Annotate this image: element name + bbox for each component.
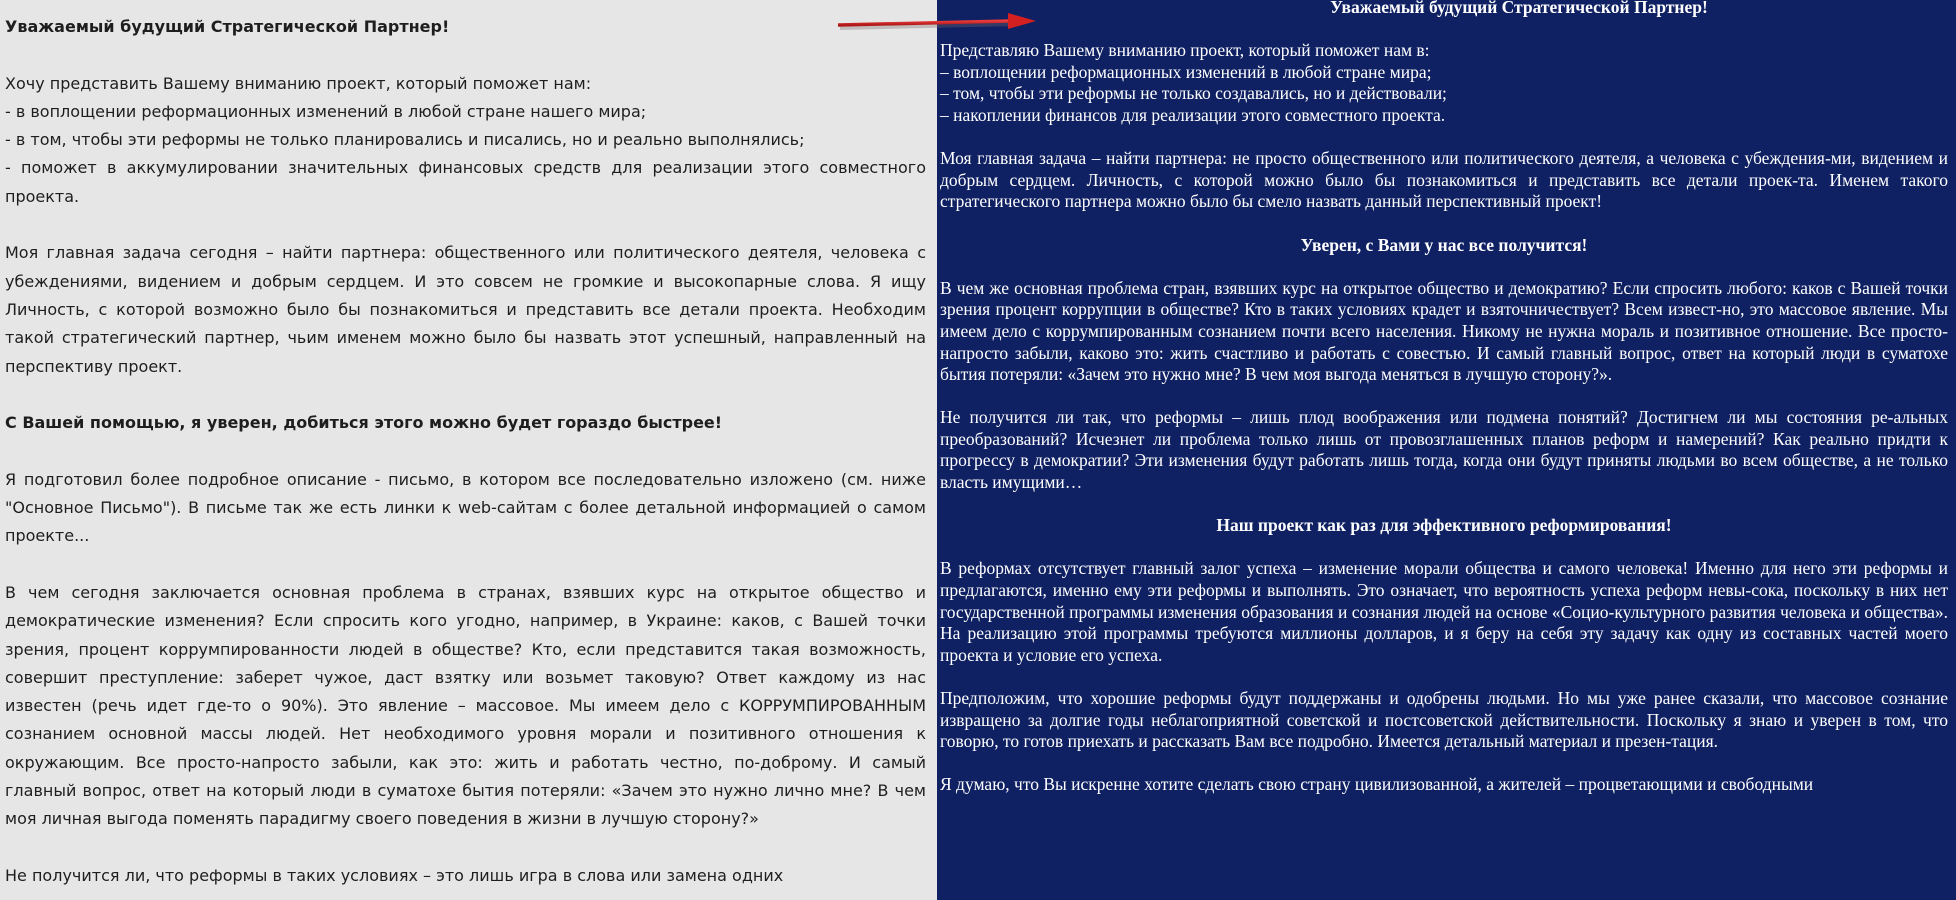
right-paragraph-reforms: Не получится ли так, что реформы – лишь плод воображения или подмена понятий? Достигнем ли мы состояния ре-альных преобразований? Исчезнет ли проблема только лишь от провозглашенных планов реформ и намерений? Как реально придти к прогрессу в демократии? Эти изменения будут работать лишь тогда, когда они будут приняты людьми во всем обществе, а не только власть имущими… — [940, 407, 1948, 493]
right-heading-project: Наш проект как раз для эффективного реформирования! — [1216, 515, 1672, 536]
left-intro: Хочу представить Вашему вниманию проект, который поможет нам: — [5, 73, 592, 93]
right-title: Уважаемый будущий Стратегической Партнер! — [1330, 0, 1708, 17]
left-text-block — [5, 13, 926, 890]
left-title: Уважаемый будущий Стратегической Партнер! — [5, 17, 450, 36]
right-paragraph-task: Моя главная задача – найти партнера: не просто общественного или политического деятеля, а человека с убеждения-ми, видением и добрым сердцем. Личность, с которой можно было бы познакомиться и представить все детали проек-та. Именем такого стратегического партнера можно было бы смело назвать данный перспективный проект! — [940, 148, 1948, 212]
right-text-block — [940, 0, 1948, 818]
right-heading-confident: Уверен, с Вами у нас все получится! — [1300, 234, 1588, 255]
left-panel-original-text — [0, 0, 937, 900]
left-paragraph-task: Моя главная задача сегодня – найти партнера: общественного или политического деятеля, человека с убеждениями, видением и добрым сердцем. И это совсем не громкие и высокопарные слова. Я ищу Личность, с которой возможно было бы познакомиться и представить все детали проекта. Необходим такой стратегический партнер, чьим именем можно было бы назвать этот успешный, направленный на перспективу проект. — [5, 243, 926, 376]
red-arrow-icon — [838, 10, 1038, 40]
left-intro-item: - поможет в аккумулировании значительных финансовых средств для реализации этого совместного проекта. — [5, 158, 926, 206]
right-intro-item: – воплощении реформационных изменений в любой стране мира; — [940, 61, 1432, 82]
left-paragraph-last: Не получится ли, что реформы в таких условиях – это лишь игра в слова или замена одних — [5, 865, 784, 885]
right-intro: Представляю Вашему вниманию проект, который поможет нам в: — [940, 40, 1430, 61]
right-panel-edited-text — [937, 0, 1956, 900]
left-paragraph-problem: В чем сегодня заключается основная проблема в странах, взявших курс на открытое общество и демократические изменения? Если спросить кого угодно, например, в Украине: каков, с Вашей точки зрения, процент коррумпированности людей в обществе? Кто, если представится такая возможность, совершит преступление: заберет чужое, даст взятку или возьмет таковую? Ответ каждому из нас известен (речь идет где-то о 90%). Это явление – массовое. Мы имеем дело с КОРРУМПИРОВАННЫМ сознанием основной массы людей. Нет необходимого уровня морали и позитивного отношения к окружающим. Все просто-напросто забыли, как это: жить и работать честно, по-доброму. И самый главный вопрос, ответ на который люди в суматохе бытия потеряли: «Зачем это нужно лично мне? В чем моя личная выгода поменять парадигму своего поведения в жизни в лучшую сторону?» — [5, 582, 926, 829]
left-paragraph-letter: Я подготовил более подробное описание - письмо, в котором все последовательно изложено (см. ниже "Основное Письмо"). В письме так же есть линки к web-сайтам с более детальной информацией о самом проекте... — [5, 469, 926, 546]
right-paragraph-suppose: Предположим, что хорошие реформы будут поддержаны и одобрены людьми. Но мы уже ранее сказали, что массовое сознание извращено за долгие годы неблагоприятной советской и постсоветской действительности. Поскольку я знаю и уверен в том, что говорю, то готов приехать и рассказать Вам все подробно. Имеется детальный материал и презен-тация. — [940, 688, 1948, 752]
left-intro-item: - в воплощении реформационных изменений в любой стране нашего мира; — [5, 101, 647, 121]
right-intro-item: – накоплении финансов для реализации этого совместного проекта. — [940, 104, 1446, 125]
left-heading-help: С Вашей помощью, я уверен, добиться этого можно будет гораздо быстрее! — [5, 413, 723, 433]
right-paragraph-problem: В чем же основная проблема стран, взявших курс на открытое общество и демократию? Если спросить любого: каков с Вашей точки зрения процент коррупции в обществе? Кто в таких условиях крадет и взяточничествует? Всем извест-но, это массовое явление. Мы имеем дело с коррумпированным сознанием почти всего населения. Никому не нужна мораль и позитивное отношение. Все просто-напросто забыли, каково это: жить счастливо и работать с совестью. И самый главный вопрос, ответ на который люди в суматохе бытия потеряли: «Зачем это нужно мне? В чем моя выгода меняться в лучшую сторону?». — [940, 277, 1948, 385]
right-paragraph-morality: В реформах отсутствует главный залог успеха – изменение морали общества и самого человека! Именно для него эти реформы и предлагаются, именно ему эти реформы и выполнять. Это означает, что вероятность успеха реформ невы-сока, поскольку в них нет государственной программы изменения образования и сознания людей на основе «Социо-культурного развития человека и общества». На реализацию этой программы требуются миллионы долларов, и я беру на себя эту задачу как одну из составных частей моего проекта и условие его успеха. — [940, 558, 1948, 665]
right-intro-item: – том, чтобы эти реформы не только создавались, но и действовали; — [940, 83, 1447, 104]
right-paragraph-think: Я думаю, что Вы искренне хотите сделать свою страну цивилизованной, а жителей – процветающими и свободными — [940, 774, 1814, 795]
left-intro-item: - в том, чтобы эти реформы не только планировались и писались, но и реально выполнялись; — [5, 130, 805, 150]
